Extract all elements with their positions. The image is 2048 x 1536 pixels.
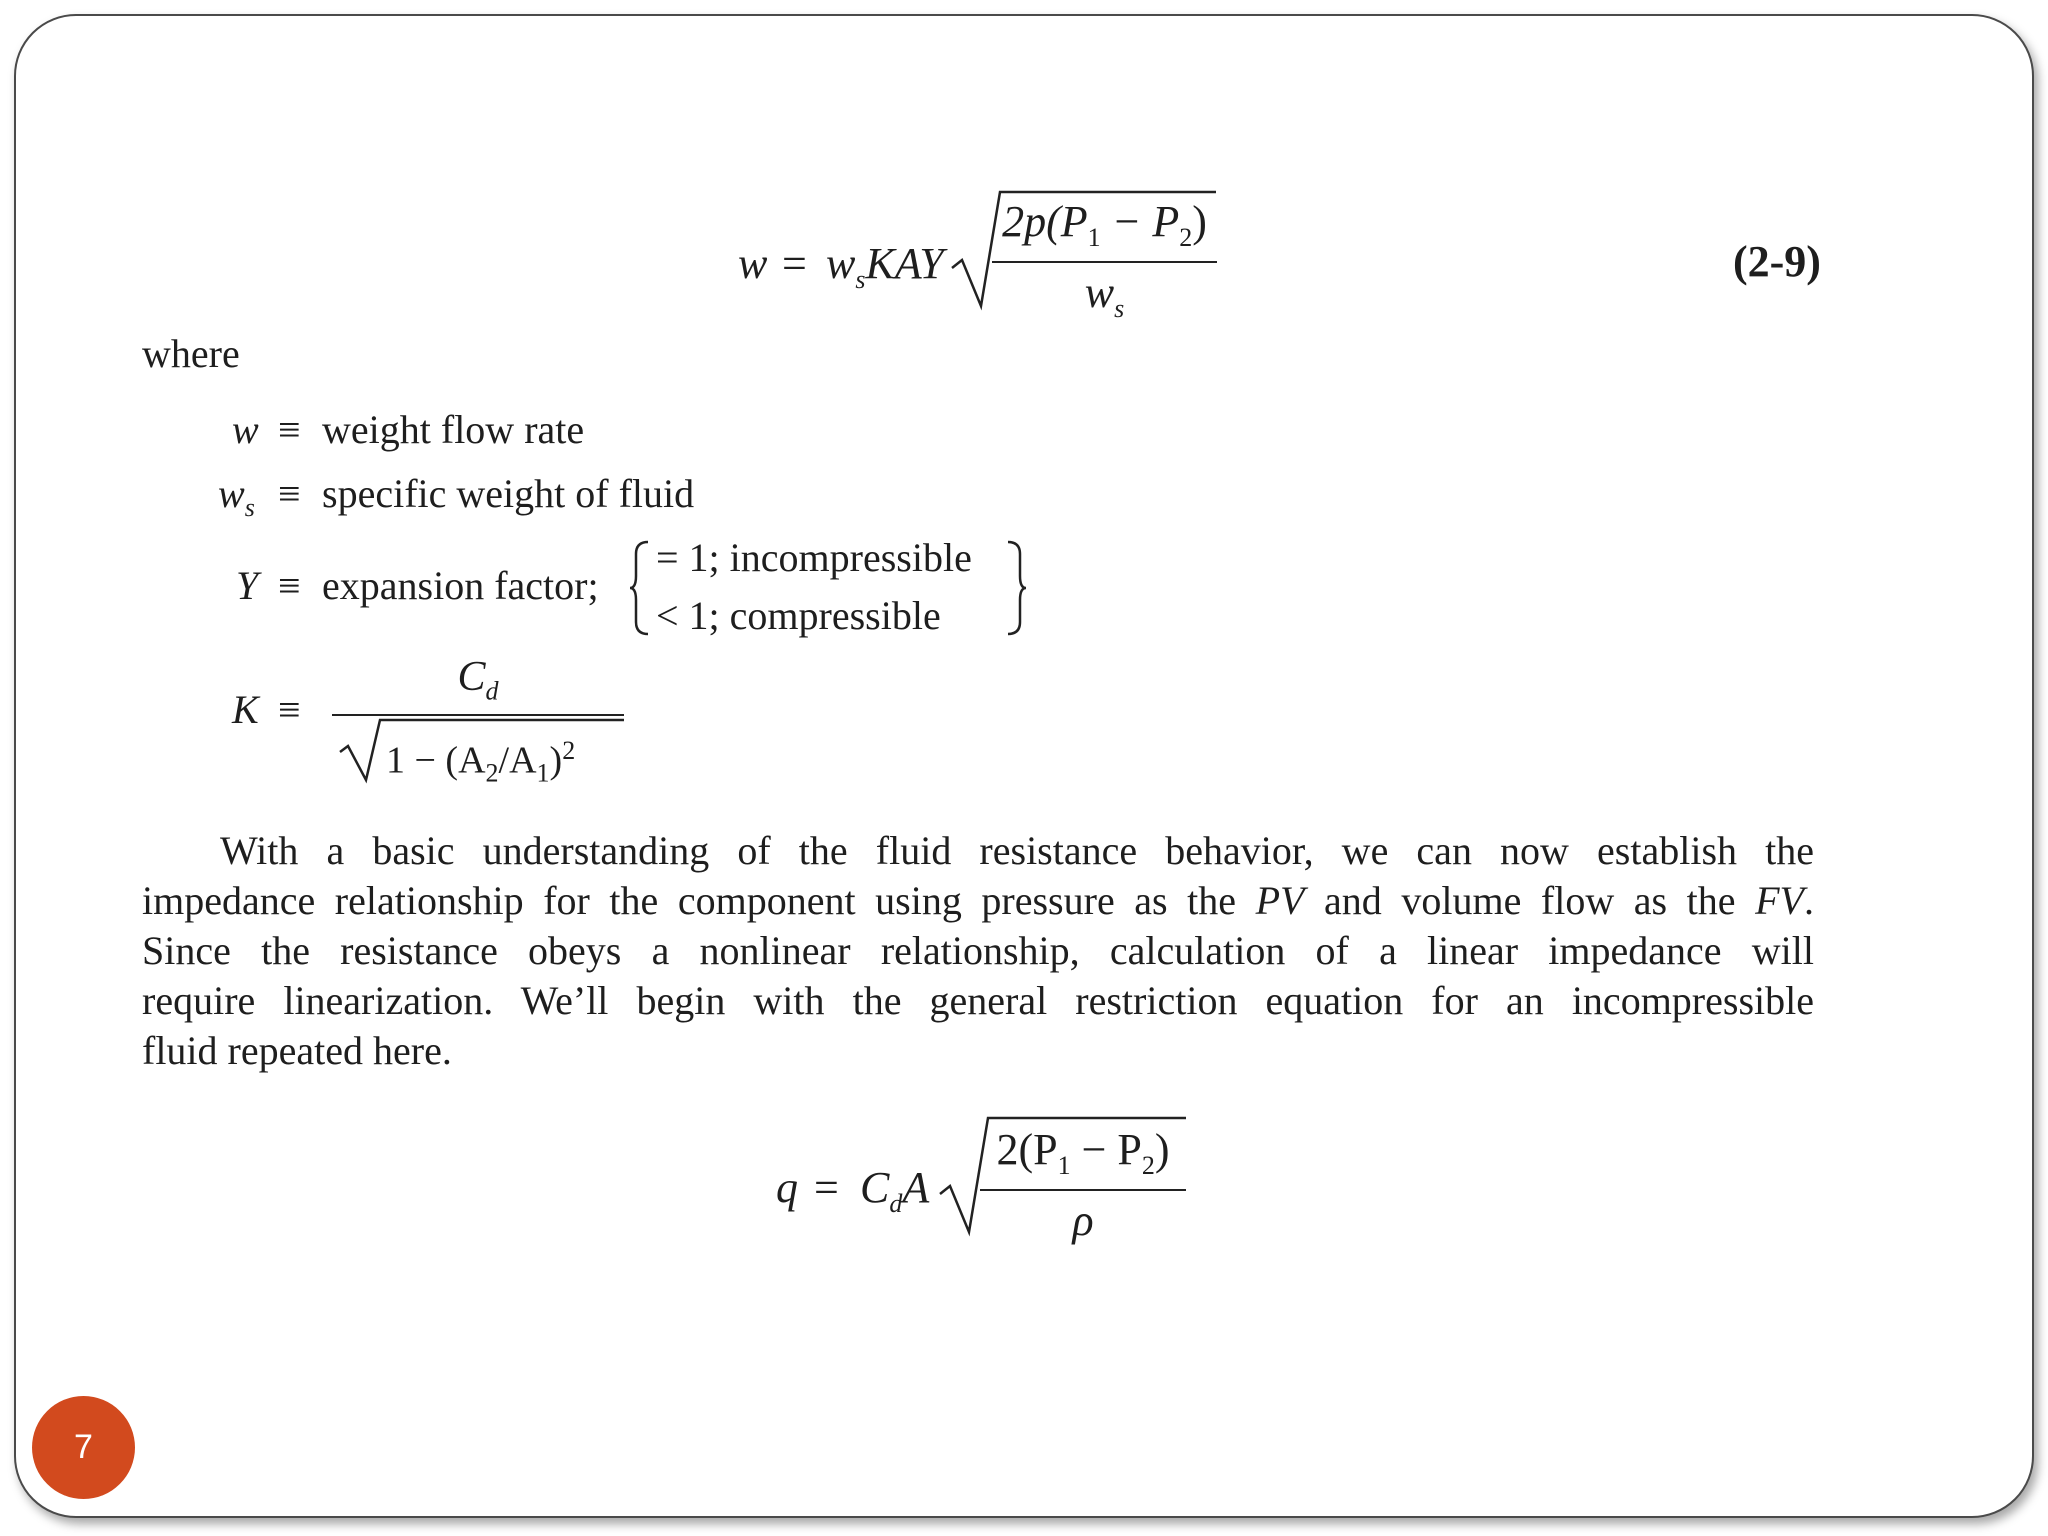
def-k-numerator: $C_d$ bbox=[457, 654, 499, 706]
eq1-fraction bbox=[992, 197, 1217, 323]
eq2-denominator: ρ bbox=[1072, 1195, 1094, 1245]
right-brace bbox=[1004, 538, 1028, 638]
def-ws-equiv: ≡ bbox=[278, 471, 301, 516]
eq2-numerator: $2(P_1 - P_2)$ bbox=[996, 1125, 1170, 1180]
eq1-denominator: $w_s$ bbox=[1084, 267, 1125, 323]
paragraph-line-5: fluid repeated here. bbox=[142, 1028, 452, 1073]
eq2-coefficient: $C_dA$ bbox=[860, 1163, 930, 1218]
def-w-text: weight flow rate bbox=[322, 407, 585, 452]
def-y-equiv: ≡ bbox=[278, 563, 301, 608]
eq1-equals: = bbox=[782, 239, 807, 288]
eq2-fraction bbox=[980, 1125, 1186, 1245]
def-ws-symbol: $w_s$ bbox=[218, 471, 255, 522]
def-y-symbol: Y bbox=[236, 563, 259, 608]
paragraph-line-4: require linearization. We’ll begin with the general restriction equation for an incompressible bbox=[142, 978, 1814, 1023]
eq1-lhs: w bbox=[738, 239, 768, 288]
def-k-denominator: $1 - (A_2/A_1)^2$ bbox=[386, 736, 576, 788]
where-label: where bbox=[142, 331, 240, 376]
def-y-case-compressible: < 1; compressible bbox=[656, 593, 941, 638]
eq2-equals: = bbox=[814, 1163, 839, 1212]
def-y-case-incompressible: = 1; incompressible bbox=[656, 535, 972, 580]
def-ws-text: specific weight of fluid bbox=[322, 471, 695, 516]
eq2-lhs: q bbox=[776, 1163, 798, 1212]
def-w-symbol: w bbox=[232, 407, 259, 452]
page-number-badge bbox=[32, 1396, 135, 1499]
eq1-coefficient: $w_sKAY$ bbox=[826, 239, 944, 294]
paragraph-line-2: impedance relationship for the component using pressure as the PV and volume flow as the FV. bbox=[142, 878, 1814, 923]
page-number: 7 bbox=[74, 1428, 93, 1466]
eq1-numerator: $2p(P_1 - P_2)$ bbox=[1002, 197, 1207, 252]
paragraph-line-1: With a basic understanding of the fluid resistance behavior, we can now establish the bbox=[220, 828, 1814, 873]
paragraph-line-3: Since the resistance obeys a nonlinear relationship, calculation of a linear impedance will bbox=[142, 928, 1814, 973]
left-brace bbox=[628, 538, 652, 638]
equation-number: (2-9) bbox=[1733, 237, 1821, 286]
def-k-equiv: ≡ bbox=[278, 687, 301, 732]
body-paragraph bbox=[142, 826, 1814, 1076]
def-k-fraction bbox=[332, 656, 624, 716]
def-w-equiv: ≡ bbox=[278, 407, 301, 452]
def-y-text: expansion factor; bbox=[322, 563, 599, 608]
def-k-symbol: K bbox=[232, 687, 259, 732]
